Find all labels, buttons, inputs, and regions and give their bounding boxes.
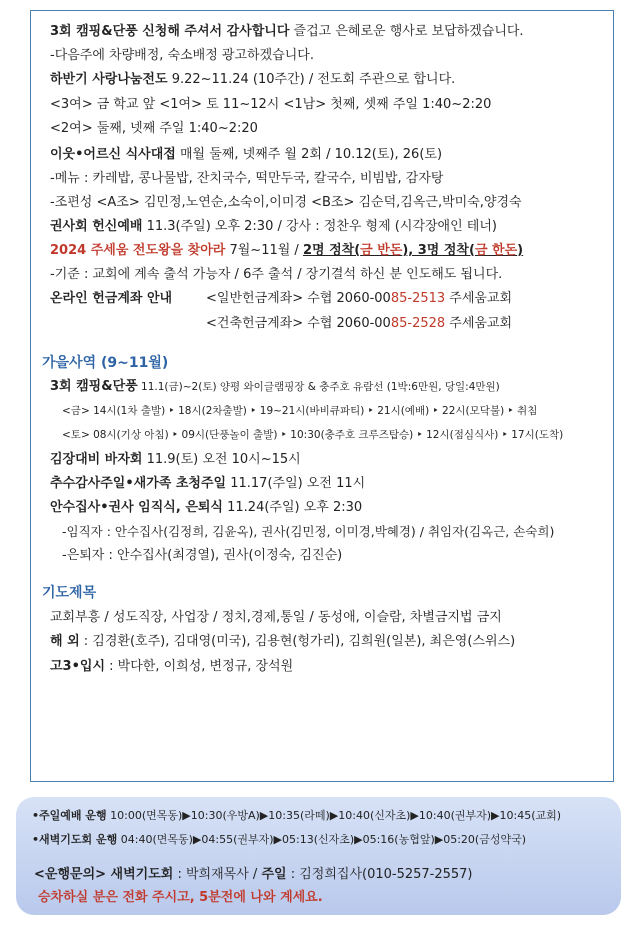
camp-title: 3회 캠핑&단풍 — [50, 379, 138, 394]
ordination-list: -임직자 : 안수집사(김정희, 김윤옥), 권사(김민정, 이미경,박혜경) / 취임자(김옥근, 손숙희) — [62, 524, 555, 539]
sunday-shuttle: •주일예배 운행 10:00(면목동)▶10:30(우방A)▶10:35(라떼)▶10:40(신자초)▶10:40(권부자)▶10:45(교회) — [32, 809, 562, 822]
notice-line-7: -메뉴 : 카레밥, 콩나물밥, 잔치국수, 떡만두국, 칼국수, 비빔밥, 감자탕 — [50, 171, 444, 186]
prayer-line-3: 고3•입시 : 박다한, 이희성, 변정규, 장석원 — [50, 659, 294, 674]
meal-text: 매월 둘째, 넷째주 월 2회 / 10.12(토), 26(토) — [175, 147, 443, 162]
account-title: 온라인 헌금계좌 안내 — [50, 291, 173, 306]
thanksgiving-line: 추수감사주일•새가족 초청주일 11.17(주일) 오전 11시 — [50, 476, 366, 491]
notice-line-11: -기준 : 교회에 계속 출석 가능자 / 6주 출석 / 장기결석 하신 분 인도해도 됩니다. — [50, 267, 503, 282]
camping-thanks-text: 즐겁고 은혜로운 행사로 보답하겠습니다. — [289, 24, 524, 39]
retirement-list: -은퇴자 : 안수집사(최경열), 권사(이정숙, 김진순) — [62, 548, 343, 563]
camp-friday-schedule: <금> 14시(1차 출발) ‣ 18시(2차출발) ‣ 19~21시(바비큐파티) ‣ 21시(예배) ‣ 22시(모닥불) ‣ 취침 — [62, 405, 538, 417]
evangelism-king-title: 2024 주세움 전도왕을 찾아라 — [50, 243, 226, 258]
notice-line-5: <2여> 둘째, 넷째 주일 1:40~2:20 — [50, 121, 258, 136]
evangelism-text: 9.22~11.24 (10주간) / 전도회 주관으로 합니다. — [167, 72, 456, 87]
autumn-section-title: 가을사역 (9~11월) — [42, 355, 169, 371]
worship-title: 권사회 헌신예배 — [50, 219, 143, 234]
prize-1: 2명 정착(금 반돈), 3명 정착(금 한돈) — [302, 243, 524, 258]
notice-line-1 — [50, 21, 524, 43]
notice-line-9 — [50, 216, 497, 238]
ordination-line: 안수집사•권사 임직식, 은퇴식 11.24(주일) 오후 2:30 — [50, 500, 363, 515]
shuttle-note: 승차하실 분은 전화 주시고, 5분전에 나와 계세요. — [38, 890, 323, 905]
evangelism-king-period: 7월~11월 / — [225, 243, 303, 258]
notice-line-10 — [50, 240, 523, 262]
notice-line-6 — [50, 144, 442, 166]
bazaar-line: 김장대비 바자회 11.9(토) 오전 10시~15시 — [50, 452, 301, 467]
account-building: <건축헌금계좌> 수협 2060-0085-2528 주세움교회 — [206, 316, 513, 331]
notice-line-4: <3여> 금 학교 앞 <1여> 토 11~12시 <1남> 첫째, 셋째 주일 1:40~2:20 — [50, 97, 492, 112]
notice-line-2: -다음주에 차량배정, 숙소배정 광고하겠습니다. — [50, 48, 314, 63]
shuttle-footer — [16, 797, 621, 915]
prayer-line-1: 교회부흥 / 성도직장, 사업장 / 정치,경제,통일 / 동성애, 이슬람, 차별금지법 금지 — [50, 610, 502, 625]
camp-line — [50, 376, 500, 398]
camping-thanks-title: 3회 캠핑&단풍 신청해 주셔서 감사합니다 — [50, 24, 290, 39]
notice-line-3 — [50, 69, 455, 91]
meal-title: 이웃•어르신 식사대접 — [50, 147, 176, 162]
evangelism-title: 하반기 사랑나눔전도 — [50, 72, 168, 87]
camp-saturday-schedule: <토> 08시(기상 아침) ‣ 09시(단풍놀이 출발) ‣ 10:30(충주호 크루즈탑승) ‣ 12시(점심식사) ‣ 17시(도착) — [62, 429, 564, 441]
dawn-shuttle: •새벽기도회 운행 04:40(면목동)▶04:55(권부자)▶05:13(신자초)▶05:16(농협앞)▶05:20(금성약국) — [32, 833, 527, 846]
notice-line-12 — [50, 288, 172, 310]
notice-line-8: -조편성 <A조> 김민정,노연순,소숙이,이미경 <B조> 김순덕,김옥근,박미숙,양경숙 — [50, 195, 522, 210]
shuttle-inquiry: <운행문의> 새벽기도회 : 박희재목사 / 주일 : 김정희집사(010-5257-2557) — [34, 867, 473, 882]
prayer-section-title: 기도제목 — [42, 585, 97, 601]
account-general: <일반헌금계좌> 수협 2060-0085-2513 주세움교회 — [206, 291, 513, 306]
camp-text: 11.1(금)~2(토) 양평 와이글램핑장 & 충주호 유람선 (1박:6만원, 당일:4만원) — [137, 381, 500, 393]
worship-text: 11.3(주일) 오후 2:30 / 강사 : 정찬우 형제 (시각장애인 테너) — [142, 219, 497, 234]
prayer-line-2: 해 외 : 김경환(호주), 김대영(미국), 김용현(헝가리), 김희원(일본), 최은영(스위스) — [50, 634, 516, 649]
